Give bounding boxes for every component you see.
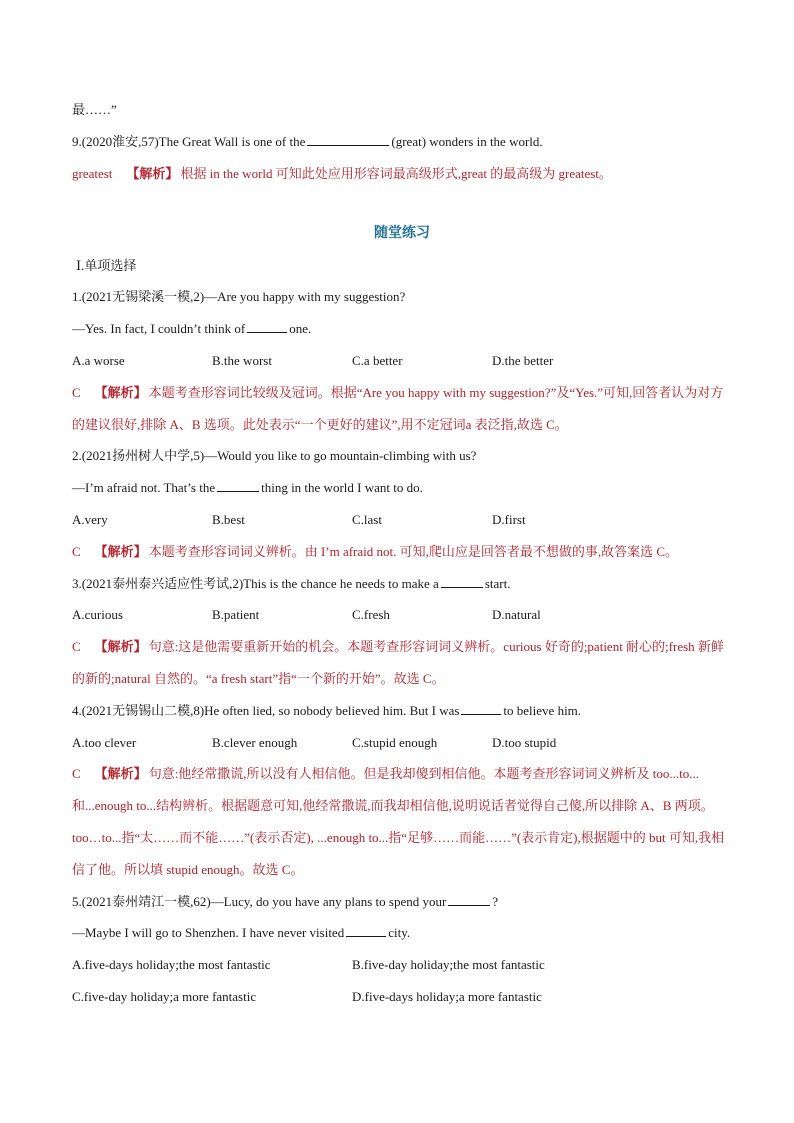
document-page [72, 94, 732, 1013]
question-1-options [72, 345, 732, 377]
answer-blank [461, 702, 501, 715]
option-b: B.five-day holiday;the most fantastic [352, 957, 545, 973]
question-1-answer: C 【解析】 本题考查形容词比较级及冠词。根据“Are you happy with my suggestion?”及“Yes.”可知,回答者认为对方的建议很好,排除 A、B 选项。此处表示“一个更好的建议”,用不定冠词a 表泛指,故选 C。 [72, 384, 724, 432]
question-4-options [72, 727, 732, 759]
question-2-stem-line2: —I’m afraid not. That’s the thing in the world I want to do. [72, 480, 423, 496]
question-3-answer: C 【解析】 句意:这是他需要重新开始的机会。本题考查形容词词义辨析。curious 好奇的;patient 耐心的;fresh 新鲜的新的;natural 自然的。“a fresh start”指“一个新的开始”。故选 C。 [72, 639, 724, 686]
question-2-answer: C 【解析】 本题考查形容词词义辨析。由 I’m afraid not. 可知,爬山应是回答者最不想做的事,故答案选 C。 [72, 543, 679, 559]
option-c: C.stupid enough [352, 734, 438, 750]
option-c: C.a better [352, 352, 403, 368]
question-3-options [72, 599, 732, 631]
option-b: B.clever enough [212, 734, 298, 750]
option-d: D.five-days holiday;a more fantastic [352, 988, 542, 1004]
question-2-options [72, 504, 732, 536]
option-d: D.the better [492, 352, 554, 368]
option-d: D.too stupid [492, 734, 557, 750]
option-d: D.natural [492, 607, 541, 623]
option-a: A.too clever [72, 734, 137, 750]
question-5-stem-line2: —Maybe I will go to Shenzhen. I have never visited city. [72, 925, 411, 941]
question-4-stem: 4.(2021无锡锡山二模,8)He often lied, so nobody believed him. But I was to believe him. [72, 702, 582, 718]
section-title: 随堂练习 [374, 225, 430, 242]
option-a: A.very [72, 511, 108, 527]
answer-blank [441, 575, 483, 588]
answer-blank [247, 320, 287, 333]
option-c: C.fresh [352, 607, 390, 623]
option-b: B.the worst [212, 352, 272, 368]
answer-blank [307, 133, 389, 146]
question-5-options-row1 [72, 949, 732, 981]
option-a: A.five-days holiday;the most fantastic [72, 957, 271, 973]
answer-blank [346, 924, 386, 937]
option-d: D.first [492, 511, 526, 527]
option-a: A.a worse [72, 352, 125, 368]
question-9-stem: 9.(2020淮安,57)The Great Wall is one of the (great) wonders in the world. [72, 133, 543, 149]
question-1-stem-line2: —Yes. In fact, I couldn’t think of one. [72, 321, 312, 337]
answer-blank [217, 479, 259, 492]
question-5-stem: 5.(2021泰州靖江一模,62)—Lucy, do you have any plans to spend your ? [72, 893, 499, 909]
question-3-stem: 3.(2021泰州泰兴适应性考试,2)This is the chance he needs to make a start. [72, 575, 511, 591]
prev-tail: 最……” [72, 102, 117, 117]
question-4-answer: C 【解析】 句意:他经常撒谎,所以没有人相信他。但是我却傻到相信他。本题考查形容词词义辨析及 too...to...和...enough to...结构辨析。根据题意可知,他经常撒谎,而我却相信他,说明说话者觉得自己傻,所以排除 A、B 两项。too…to...指“太……而不能……”(表示否定), ...enough to...指“足够……而能……”(表示肯定),根据题中的 but 可知,我相信了他。所以填 stupid enough。故选 C。 [72, 766, 725, 877]
option-a: A.curious [72, 607, 123, 623]
option-c: C.five-day holiday;a more fantastic [72, 988, 257, 1004]
answer-blank [448, 893, 490, 906]
question-2-stem: 2.(2021扬州树人中学,5)—Would you like to go mountain-climbing with us? [72, 448, 477, 464]
section-subhead: Ⅰ.单项选择 [76, 258, 137, 274]
question-5-options-row2 [72, 981, 732, 1013]
option-b: B.patient [212, 607, 260, 623]
question-9-answer: greatest 【解析】 根据 in the world 可知此处应用形容词最高级形式,great 的最高级为 greatest。 [72, 165, 612, 181]
option-c: C.last [352, 511, 382, 527]
option-b: B.best [212, 511, 245, 527]
question-1-stem: 1.(2021无锡梁溪一模,2)—Are you happy with my suggestion? [72, 289, 406, 305]
